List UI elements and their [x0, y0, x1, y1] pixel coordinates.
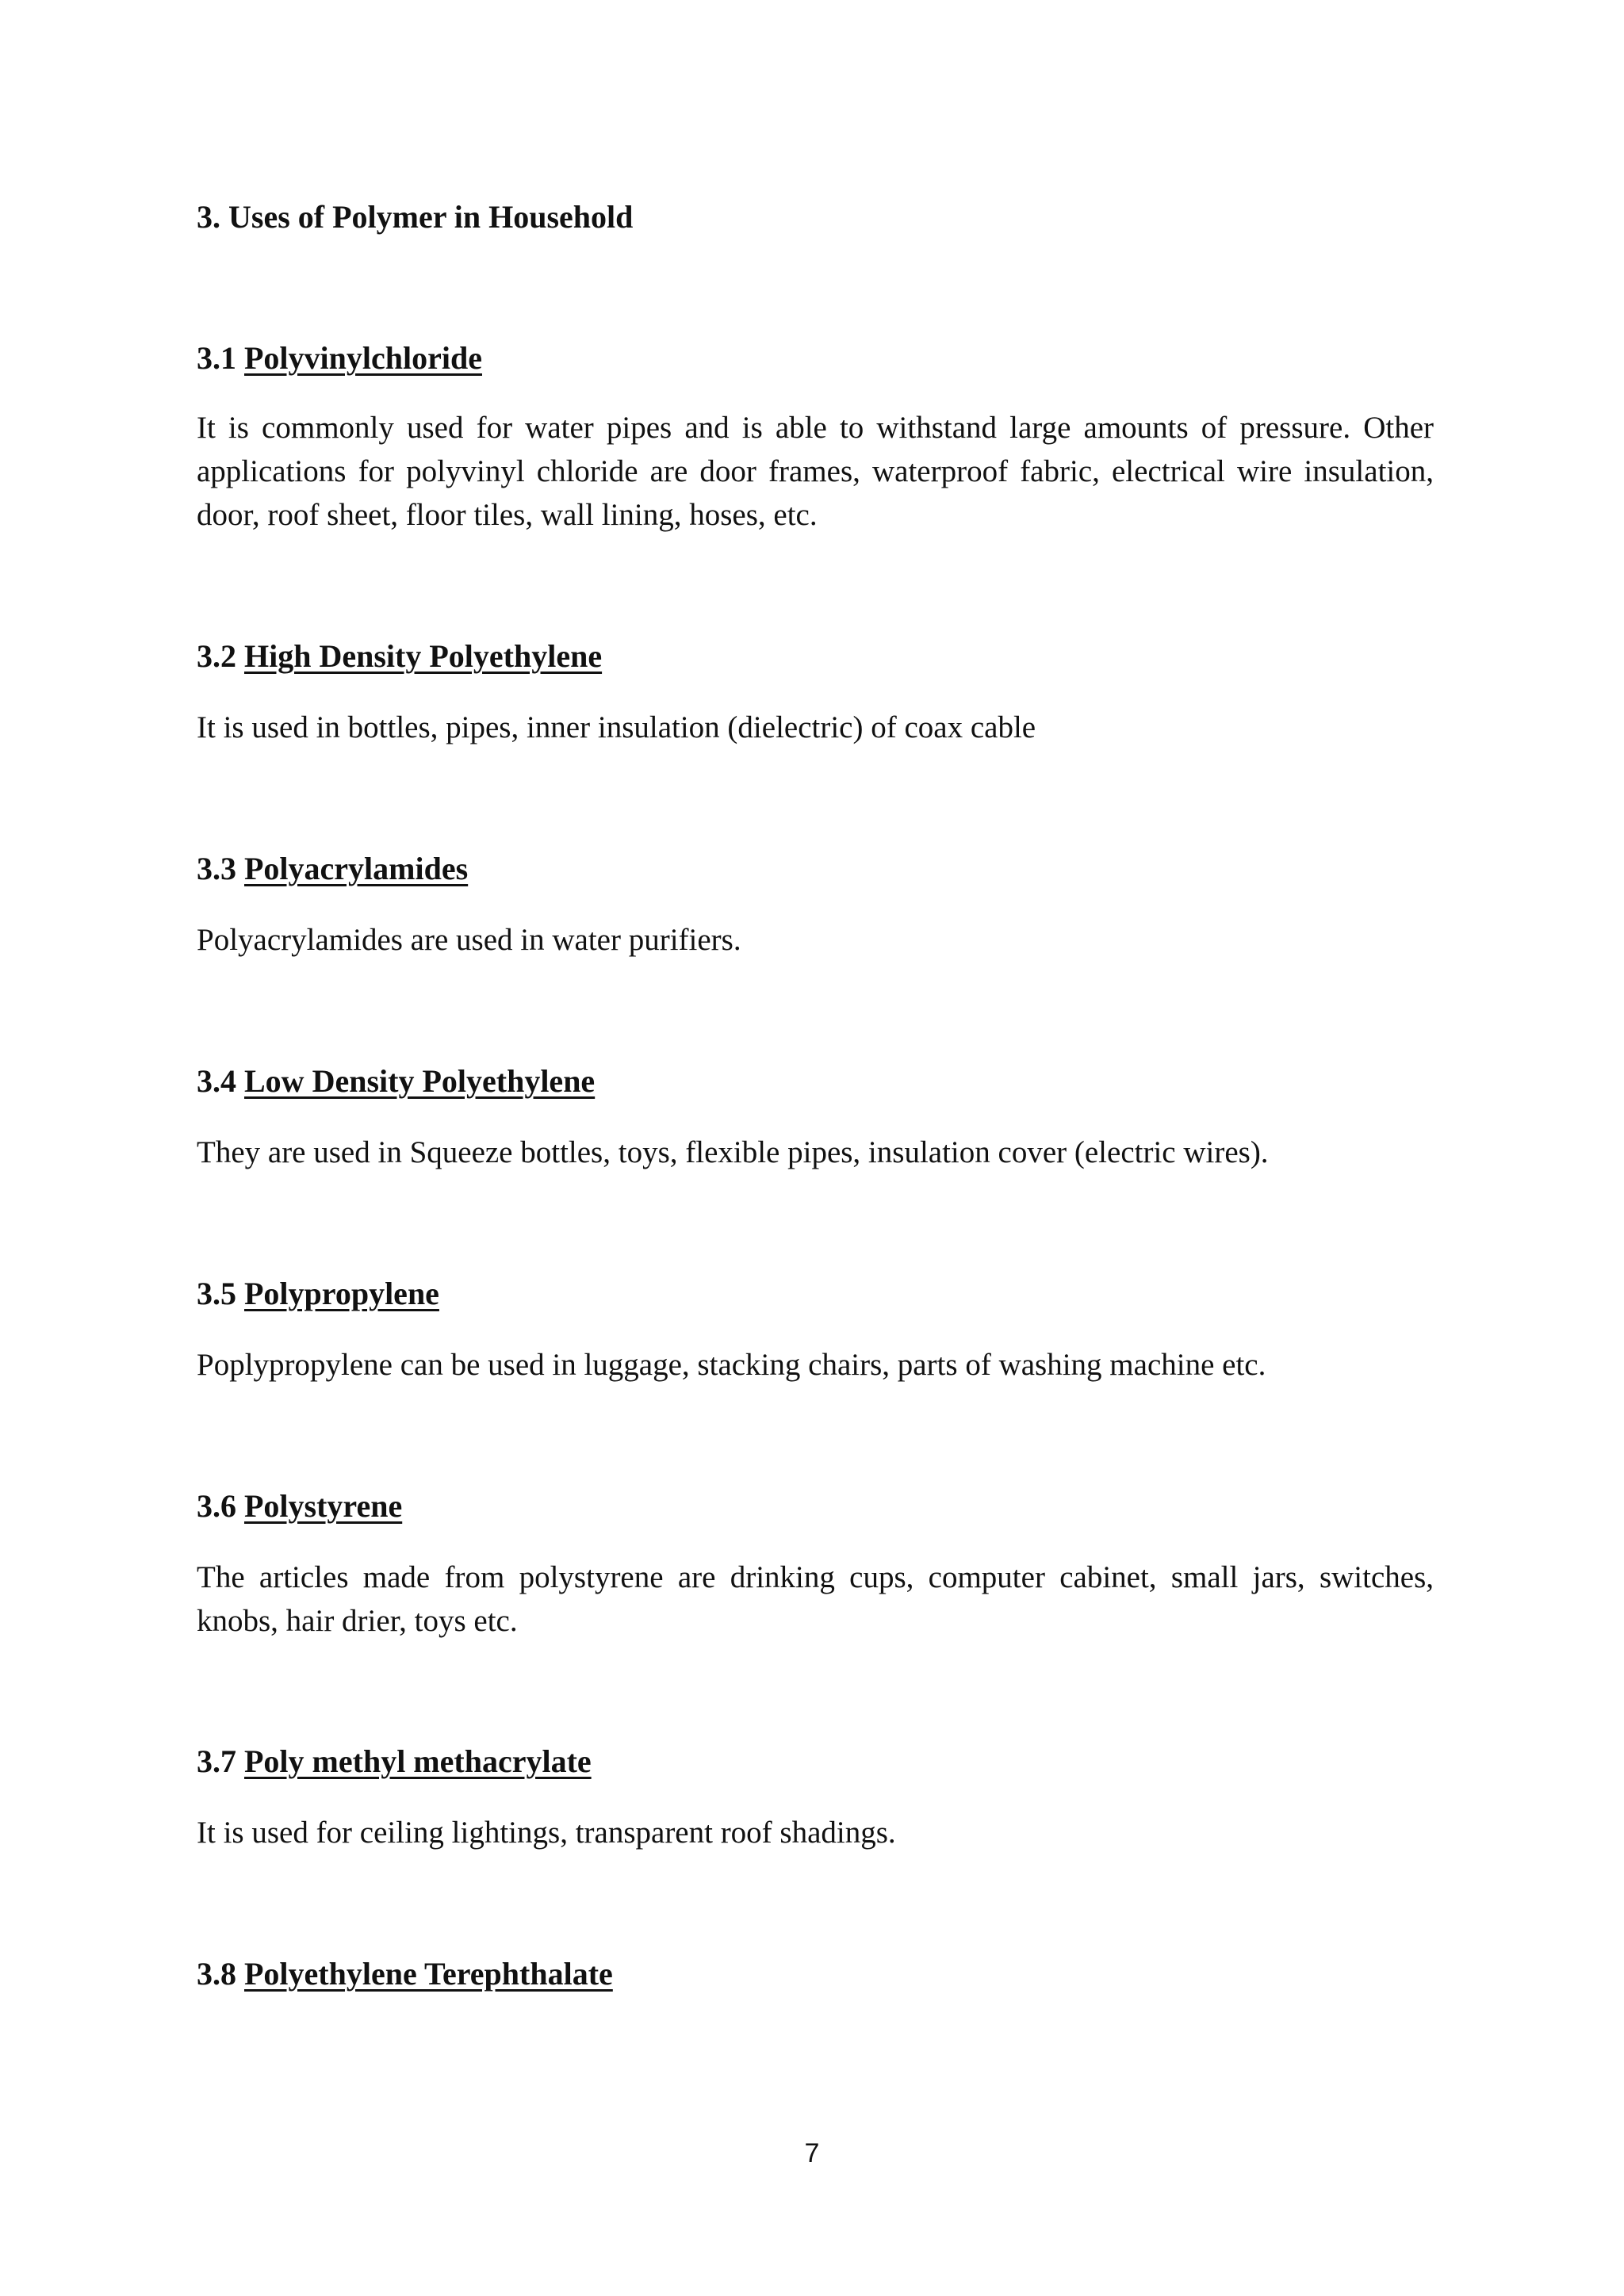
section-body-polyacrylamides: Polyacrylamides are used in water purifiers. — [197, 923, 741, 957]
section-body-poly-methyl-methacrylate: It is used for ceiling lightings, transparent roof shadings. — [197, 1816, 896, 1850]
section-title: Poly methyl methacrylate — [244, 1743, 592, 1779]
section-body-polystyrene: The articles made from polystyrene are drinking cups, computer cabinet, small jars, switches, knobs, hair drier, toys etc. — [197, 1560, 1434, 1638]
section-body-polyvinylchloride: It is commonly used for water pipes and is able to withstand large amounts of pressure. Other applications for polyvinyl chloride are door frames, waterproof fabric, electrical wire insulation, door, roof sheet, floor tiles, wall lining, hoses, etc. — [197, 411, 1434, 532]
section-title: Polyacrylamides — [244, 851, 469, 886]
section-heading-poly-methyl-methacrylate — [197, 1739, 592, 1784]
main-heading: 3. Uses of Polymer in Household — [197, 199, 634, 235]
page-number: 7 — [804, 2138, 820, 2168]
section-number: 3.5 — [197, 1276, 236, 1311]
section-title: Polypropylene — [244, 1276, 439, 1311]
section-heading-polyacrylamides — [197, 847, 468, 891]
section-title: Polystyrene — [244, 1488, 403, 1524]
section-number: 3.6 — [197, 1488, 236, 1524]
section-title: Polyethylene Terephthalate — [244, 1956, 613, 1992]
section-heading-polyvinylchloride — [197, 336, 482, 381]
section-title: High Density Polyethylene — [244, 638, 603, 674]
section-heading-polyethylene-terephthalate — [197, 1952, 613, 1996]
section-number: 3.7 — [197, 1743, 236, 1779]
section-number: 3.1 — [197, 340, 236, 376]
section-heading-high-density-polyethylene — [197, 634, 602, 679]
section-body-high-density-polyethylene: It is used in bottles, pipes, inner insulation (dielectric) of coax cable — [197, 710, 1036, 744]
section-number: 3.4 — [197, 1063, 236, 1099]
section-body-low-density-polyethylene: They are used in Squeeze bottles, toys, flexible pipes, insulation cover (electric wires). — [197, 1135, 1269, 1169]
section-number: 3.2 — [197, 638, 236, 674]
section-title: Low Density Polyethylene — [244, 1063, 596, 1099]
section-heading-polypropylene — [197, 1272, 439, 1316]
section-heading-polystyrene — [197, 1484, 402, 1529]
section-number: 3.8 — [197, 1956, 236, 1992]
section-title: Polyvinylchloride — [244, 340, 482, 376]
section-body-polypropylene: Poplypropylene can be used in luggage, stacking chairs, parts of washing machine etc. — [197, 1348, 1266, 1382]
section-number: 3.3 — [197, 851, 236, 886]
section-heading-low-density-polyethylene — [197, 1059, 595, 1104]
